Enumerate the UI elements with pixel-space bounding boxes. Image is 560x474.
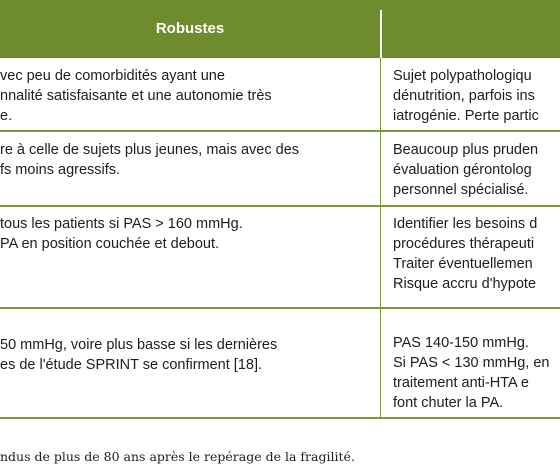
table-cell-fragiles xyxy=(393,66,560,126)
cell-line: personnel spécialisé. xyxy=(393,182,529,198)
cell-line: Risque accru d'hypote xyxy=(393,276,537,292)
table-cell-robustes xyxy=(0,140,378,180)
cell-line: Traiter éventuellemen xyxy=(393,256,533,272)
cell-line: e. xyxy=(0,108,13,124)
cell-line: font chuter la PA. xyxy=(393,395,504,411)
table-cell-fragiles xyxy=(393,333,560,413)
cell-line: vec peu de comorbidités ayant une xyxy=(0,68,225,84)
cell-line: 50 mmHg, voire plus basse si les dernières xyxy=(0,337,278,353)
row-separator xyxy=(0,205,560,207)
table-cell-fragiles xyxy=(393,214,560,294)
table-header xyxy=(0,0,560,58)
table-cell-fragiles xyxy=(393,140,560,200)
cell-line: Si PAS < 130 mmHg, en xyxy=(393,355,550,371)
cell-line: évaluation gérontolog xyxy=(393,162,532,178)
cell-line: dénutrition, parfois ins xyxy=(393,88,535,104)
row-separator xyxy=(0,130,560,132)
cell-line: PAS 140-150 mmHg. xyxy=(393,335,529,351)
cell-line: traitement anti-HTA e xyxy=(393,375,529,391)
column-title-robustes: Robustes xyxy=(155,20,225,37)
cell-line: nnalité satisfaisante et une autonomie très xyxy=(0,88,272,104)
header-divider xyxy=(380,10,382,58)
row-separator xyxy=(0,307,560,309)
cell-line: procédures thérapeuti xyxy=(393,236,535,252)
row-separator xyxy=(0,417,560,419)
cell-line: PA en position couchée et debout. xyxy=(0,236,220,252)
column-divider xyxy=(380,58,381,418)
table-cell-robustes xyxy=(0,335,378,375)
table-footnote: ndus de plus de 80 ans après le repérage de la fragilité. xyxy=(0,449,355,464)
cell-line: Sujet polypathologiqu xyxy=(393,68,532,84)
cell-line: Identifier les besoins d xyxy=(393,216,538,232)
cell-line: re à celle de sujets plus jeunes, mais avec des xyxy=(0,142,300,158)
cell-line: es de l'étude SPRINT se confirment [18]. xyxy=(0,357,263,373)
cell-line: tous les patients si PAS > 160 mmHg. xyxy=(0,216,243,232)
table-cell-robustes xyxy=(0,66,378,126)
cell-line: Beaucoup plus pruden xyxy=(393,142,539,158)
table-cell-robustes xyxy=(0,214,378,254)
cell-line: iatrogénie. Perte partic xyxy=(393,108,539,124)
cell-line: fs moins agressifs. xyxy=(0,162,121,178)
